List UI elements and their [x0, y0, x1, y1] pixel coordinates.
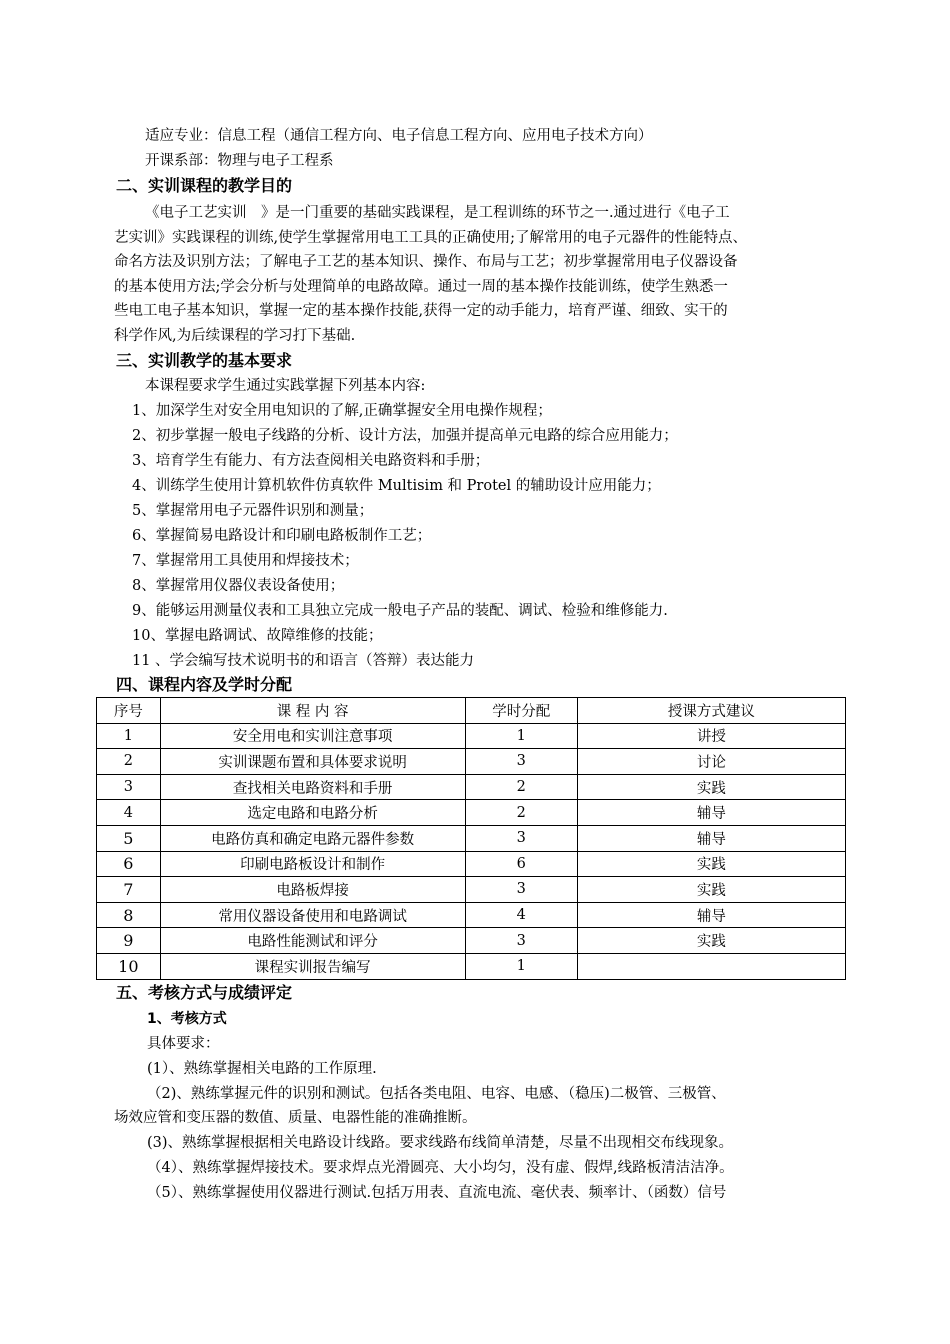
cell-content: 实训课题布置和具体要求说明 — [160, 749, 465, 775]
table-row — [97, 825, 846, 851]
cell-content: 常用仪器设备使用和电路调试 — [160, 902, 465, 928]
cell-content: 电路仿真和确定电路元器件参数 — [160, 825, 465, 851]
table-row — [97, 851, 846, 877]
cell-hours: 6 — [465, 851, 577, 877]
cell-index: 6 — [97, 851, 161, 877]
cell-method: 实践 — [577, 928, 845, 954]
cell-hours: 3 — [465, 749, 577, 775]
cell-method: 辅导 — [577, 825, 845, 851]
cell-method: 讲授 — [577, 723, 845, 749]
cell-hours: 2 — [465, 800, 577, 826]
cell-hours: 2 — [465, 774, 577, 800]
cell-index: 5 — [97, 825, 161, 851]
table-row — [97, 928, 846, 954]
table-row — [97, 953, 846, 979]
applicable-major: 适应专业：信息工程（通信工程方向、电子信息工程方向、应用电子技术方向） — [145, 128, 653, 144]
table-row — [97, 723, 846, 749]
cell-index: 3 — [97, 774, 161, 800]
requirement-item: 11 、学会编写技术说明书的和语言（答辩）表达能力 — [132, 653, 475, 669]
requirement-item: 3、培育学生有能力、有方法查阅相关电路资料和手册； — [132, 453, 490, 469]
cell-hours: 3 — [465, 877, 577, 903]
section3-intro: 本课程要求学生通过实践掌握下列基本内容: — [145, 378, 426, 394]
section2-heading: 二、实训课程的教学目的 — [116, 176, 293, 195]
header-content: 课 程 内 容 — [160, 698, 465, 724]
assessment-line: (3)、熟练掌握根据相关电路设计线路。要求线路布线简单清楚，尽量不出现相交布线现象。 — [147, 1135, 734, 1151]
cell-content: 选定电路和电路分析 — [160, 800, 465, 826]
section2-line: 艺实训》实践课程的训练,使学生掌握常用电工工具的正确使用;了解常用的电子元器件的性能特点、 — [114, 230, 747, 246]
table-row — [97, 749, 846, 775]
section4-heading: 四、课程内容及学时分配 — [116, 675, 293, 694]
cell-content: 电路板焊接 — [160, 877, 465, 903]
cell-method: 讨论 — [577, 749, 845, 775]
header-method: 授课方式建议 — [577, 698, 845, 724]
requirements-label: 具体要求： — [147, 1036, 220, 1052]
cell-index: 8 — [97, 902, 161, 928]
section2-line: 《电子工艺实训 》是一门重要的基础实践课程，是工程训练的环节之一.通过进行《电子工 — [145, 205, 730, 221]
requirement-item: 9、能够运用测量仪表和工具独立完成一般电子产品的装配、调试、检验和维修能力. — [132, 603, 668, 619]
cell-method: 辅导 — [577, 800, 845, 826]
cell-method: 实践 — [577, 851, 845, 877]
cell-index: 4 — [97, 800, 161, 826]
cell-hours: 1 — [465, 953, 577, 979]
requirement-item: 4、训练学生使用计算机软件仿真软件 Multisim 和 Protel 的辅助设计应用能力； — [132, 478, 661, 494]
cell-content: 课程实训报告编写 — [160, 953, 465, 979]
section5-heading: 五、考核方式与成绩评定 — [116, 983, 293, 1002]
assessment-line: （4）、熟练掌握焊接技术。要求焊点光滑圆亮、大小均匀，没有虚、假焊,线路板清洁洁净。 — [147, 1160, 734, 1176]
cell-content: 安全用电和实训注意事项 — [160, 723, 465, 749]
section2-line: 的基本使用方法;学会分析与处理简单的电路故障。通过一周的基本操作技能训练，使学生熟悉一 — [114, 279, 728, 295]
table-row — [97, 800, 846, 826]
section2-line: 科学作风,为后续课程的学习打下基础. — [114, 328, 356, 344]
cell-index: 7 — [97, 877, 161, 903]
requirement-item: 7、掌握常用工具使用和焊接技术； — [132, 553, 359, 569]
requirement-item: 8、掌握常用仪器仪表设备使用； — [132, 578, 345, 594]
cell-method: 实践 — [577, 877, 845, 903]
table-header-row — [97, 698, 846, 724]
section3-heading: 三、实训教学的基本要求 — [116, 351, 293, 370]
cell-method: 实践 — [577, 774, 845, 800]
requirement-item: 1、加深学生对安全用电知识的了解,正确掌握安全用电操作规程； — [132, 403, 552, 419]
assessment-line: （2)、熟练掌握元件的识别和测试。包括各类电阻、电容、电感、（稳压)二极管、三极管、 — [147, 1086, 726, 1102]
cell-hours: 1 — [465, 723, 577, 749]
assessment-line: （5）、熟练掌握使用仪器进行测试.包括万用表、直流电流、毫伏表、频率计、（函数）信号 — [147, 1185, 727, 1201]
header-hours: 学时分配 — [465, 698, 577, 724]
header-index: 序号 — [97, 698, 161, 724]
section5-subheading: 1、考核方式 — [147, 1011, 227, 1027]
requirement-item: 2、初步掌握一般电子线路的分析、设计方法，加强并提高单元电路的综合应用能力； — [132, 428, 678, 444]
schedule-table — [96, 697, 846, 980]
cell-content: 印刷电路板设计和制作 — [160, 851, 465, 877]
cell-hours: 3 — [465, 928, 577, 954]
cell-index: 10 — [97, 953, 161, 979]
cell-hours: 3 — [465, 825, 577, 851]
cell-index: 1 — [97, 723, 161, 749]
cell-index: 2 — [97, 749, 161, 775]
requirement-item: 6、掌握简易电路设计和印刷电路板制作工艺； — [132, 528, 432, 544]
requirement-item: 10、掌握电路调试、故障维修的技能； — [132, 628, 383, 644]
cell-content: 查找相关电路资料和手册 — [160, 774, 465, 800]
table-row — [97, 902, 846, 928]
table-row — [97, 774, 846, 800]
cell-method — [577, 953, 845, 979]
requirement-item: 5、掌握常用电子元器件识别和测量； — [132, 503, 374, 519]
cell-index: 9 — [97, 928, 161, 954]
cell-hours: 4 — [465, 902, 577, 928]
assessment-line: 场效应管和变压器的数值、质量、电器性能的准确推断。 — [114, 1110, 477, 1126]
assessment-line: (1）、熟练掌握相关电路的工作原理. — [147, 1061, 377, 1077]
cell-method: 辅导 — [577, 902, 845, 928]
department: 开课系部：物理与电子工程系 — [145, 153, 334, 169]
cell-content: 电路性能测试和评分 — [160, 928, 465, 954]
section2-line: 些电工电子基本知识，掌握一定的基本操作技能,获得一定的动手能力，培育严谨、细致、实干的 — [114, 303, 728, 319]
table-row — [97, 877, 846, 903]
section2-line: 命名方法及识别方法；了解电子工艺的基本知识、操作、布局与工艺；初步掌握常用电子仪器设备 — [114, 254, 738, 270]
